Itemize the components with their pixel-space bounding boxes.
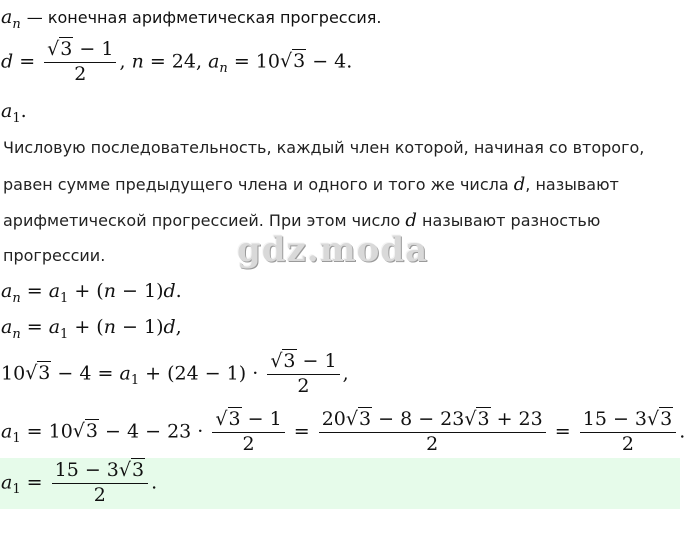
substitution-equation: $10√3 - 4 = a_1 + (24 - 1)$ · $\frac{√3 - 1}{2}$ , [1,350,349,397]
computation-equation: $a_1 = 10√3 - 4 - 23$ · $\frac{√3 - 1}{2}$ = $\frac{20√3 - 8 - 23√3 + 23}{2}$ = $\frac{15 - 3√3}{2}$ . [1,408,685,455]
final-answer: $a_1$ = $\frac{15 - 3√3}{2}$ . [1,459,158,506]
formula-general: $a_n = a_1 + (n - 1)d$. [1,280,182,306]
find-a1: $a_1$. [1,100,27,126]
problem-statement: $a_n$ — конечная арифметическая прогрессия. [1,6,382,32]
theory-line-1: Числовую последовательность, каждый член которой, начиная со второго, [3,138,645,157]
given-n: n [131,50,144,73]
theory-line-2: равен сумме предыдущего члена и одного и того же числа d, называют [3,174,619,195]
theory-line-4: прогрессии. [3,246,106,265]
watermark-logo: gdz.moda [237,230,429,270]
problem-intro: — конечная арифметическая прогрессия. [26,8,382,27]
theory-line-3: арифметической прогрессией. При этом число d называют разностью [3,210,601,231]
given-values: d = $\frac{√3 - 1}{2}$ , n = 24, $a_n = 10√3 - 4$. [1,38,353,85]
formula-general-repeat: $a_n = a_1 + (n - 1)d$, [1,316,182,342]
d-fraction: $\frac{√3 - 1}{2}$ [44,40,116,85]
